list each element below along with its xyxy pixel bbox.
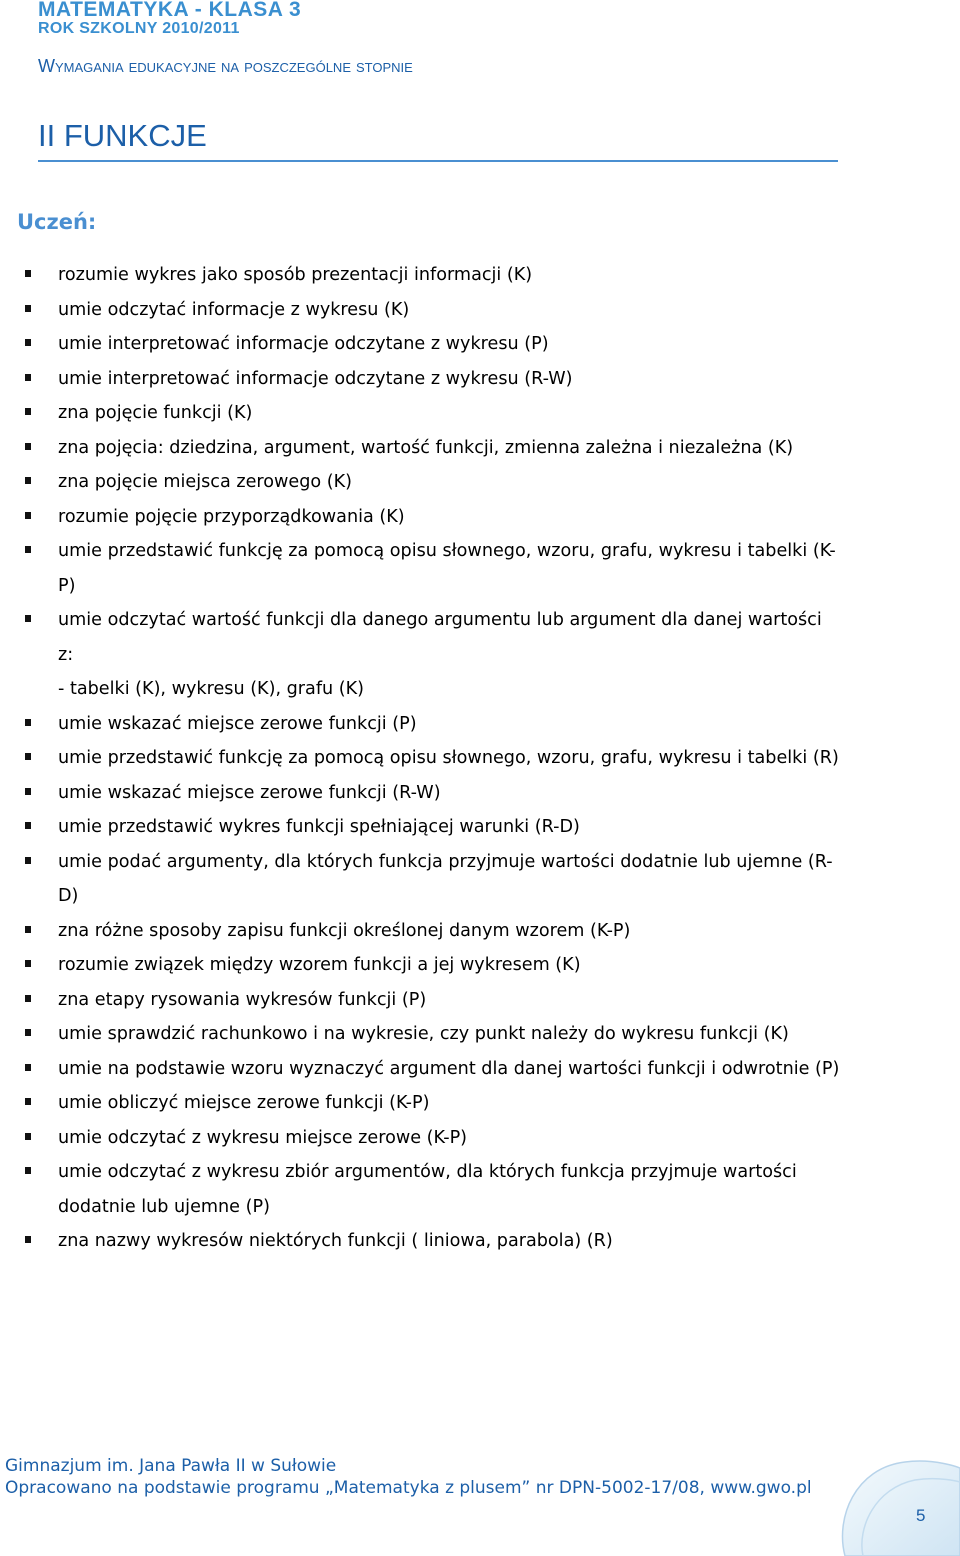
list-item: [0, 1017, 960, 1052]
list-item-text: umie przedstawić funkcję za pomocą opisu słownego, wzoru, grafu, wykresu i tabelki (K-P): [58, 541, 836, 596]
list-item: [0, 776, 960, 811]
list-item-text: rozumie wykres jako sposób prezentacji informacji (K): [58, 265, 533, 285]
bullet-icon: [25, 1236, 31, 1243]
bullet-icon: [25, 1167, 31, 1174]
list-item-text: umie przedstawić wykres funkcji spełniającej warunki (R-D): [58, 817, 580, 837]
list-item: [0, 810, 960, 845]
list-item-text: umie podać argumenty, dla których funkcja przyjmuje wartości dodatnie lub ujemne (R-D): [58, 851, 833, 906]
bullet-icon: [25, 512, 31, 519]
list-item: [0, 1052, 960, 1087]
bullet-icon: [25, 443, 31, 450]
list-item-text: umie odczytać z wykresu miejsce zerowe (K-P): [58, 1127, 468, 1148]
list-item: [0, 534, 960, 603]
list-item: [0, 983, 960, 1018]
list-item-text: umie obliczyć miejsce zerowe funkcji (K-P): [58, 1093, 430, 1113]
bullet-icon: [25, 926, 31, 933]
list-item: [0, 845, 960, 914]
bullet-icon: [25, 339, 31, 346]
list-item-text: zna pojęcia: dziedzina, argument, wartość funkcji, zmienna zależna i niezależna (K): [58, 437, 794, 458]
subject-label: Uczeń:: [17, 210, 97, 234]
bullet-icon: [25, 1029, 31, 1036]
list-item-text: zna pojęcie funkcji (K): [58, 403, 253, 423]
list-item: [0, 1155, 960, 1224]
list-item: [0, 327, 960, 362]
list-item-text: umie odczytać wartość funkcji dla danego argumentu lub argument dla danej wartości z:: [58, 610, 822, 665]
list-item-text: rozumie pojęcie przyporządkowania (K): [58, 506, 405, 527]
footer-source: Opracowano na podstawie programu „Matematyka z plusem” nr DPN-5002-17/08, www.gwo.pl: [5, 1478, 812, 1498]
list-item: [0, 1121, 960, 1156]
list-item-text: umie na podstawie wzoru wyznaczyć argument dla danej wartości funkcji i odwrotnie (P): [58, 1058, 840, 1079]
list-item: [0, 396, 960, 431]
bullet-icon: [25, 788, 31, 795]
bullet-icon: [25, 960, 31, 967]
bullet-icon: [25, 305, 31, 312]
list-item-text: umie odczytać z wykresu zbiór argumentów, dla których funkcja przyjmuje wartości dodatnie lub ujemne (P): [58, 1162, 797, 1217]
page-number: 5: [916, 1506, 926, 1525]
list-item: [0, 1086, 960, 1121]
bullet-icon: [25, 270, 31, 277]
list-item: [0, 500, 960, 535]
list-item: [0, 603, 960, 707]
bullet-icon: [25, 995, 31, 1002]
list-item: [0, 914, 960, 949]
bullet-icon: [25, 1098, 31, 1105]
bullet-icon: [25, 546, 31, 553]
list-item: [0, 1224, 960, 1259]
bullet-icon: [25, 753, 31, 760]
list-item-text: rozumie związek między wzorem funkcji a jej wykresem (K): [58, 955, 581, 975]
bullet-icon: [25, 615, 31, 622]
list-item: [0, 293, 960, 328]
list-item: [0, 707, 960, 742]
list-item-text: umie interpretować informacje odczytane z wykresu (R-W): [58, 368, 573, 389]
section-title: II FUNKCJE: [38, 118, 207, 153]
section-divider: [38, 160, 838, 162]
list-item-text: zna etapy rysowania wykresów funkcji (P): [58, 989, 427, 1010]
page-number-badge: [835, 1458, 960, 1556]
list-item: [0, 465, 960, 500]
list-item-text: umie wskazać miejsce zerowe funkcji (R-W): [58, 782, 441, 803]
bullet-icon: [25, 857, 31, 864]
list-item: [0, 948, 960, 983]
list-item-text: umie wskazać miejsce zerowe funkcji (P): [58, 713, 417, 734]
document-title: MATEMATYKA - KLASA 3: [38, 0, 302, 21]
footer-school: Gimnazjum im. Jana Pawła II w Sułowie: [5, 1456, 337, 1476]
bullet-icon: [25, 1133, 31, 1140]
requirements-list: [0, 258, 960, 1259]
bullet-icon: [25, 719, 31, 726]
bullet-icon: [25, 408, 31, 415]
bullet-icon: [25, 822, 31, 829]
list-item-subtext: - tabelki (K), wykresu (K), grafu (K): [58, 679, 365, 699]
list-item-text: zna różne sposoby zapisu funkcji określonej danym wzorem (K-P): [58, 920, 631, 941]
list-item: [0, 362, 960, 397]
bullet-icon: [25, 1064, 31, 1071]
school-year: ROK SZKOLNY 2010/2011: [38, 20, 240, 37]
bullet-icon: [25, 374, 31, 381]
list-item-text: umie odczytać informacje z wykresu (K): [58, 299, 410, 320]
list-item-text: umie sprawdzić rachunkowo i na wykresie, czy punkt należy do wykresu funkcji (K): [58, 1024, 789, 1044]
list-item: [0, 741, 960, 776]
list-item-text: umie przedstawić funkcję za pomocą opisu słownego, wzoru, grafu, wykresu i tabelki (R): [58, 748, 839, 768]
requirements-heading: Wymagania edukacyjne na poszczególne stopnie: [38, 56, 413, 76]
bullet-icon: [25, 477, 31, 484]
list-item-text: umie interpretować informacje odczytane z wykresu (P): [58, 334, 549, 354]
list-item-text: zna pojęcie miejsca zerowego (K): [58, 472, 353, 492]
list-item: [0, 431, 960, 466]
list-item: [0, 258, 960, 293]
list-item-text: zna nazwy wykresów niektórych funkcji ( liniowa, parabola) (R): [58, 1231, 613, 1251]
